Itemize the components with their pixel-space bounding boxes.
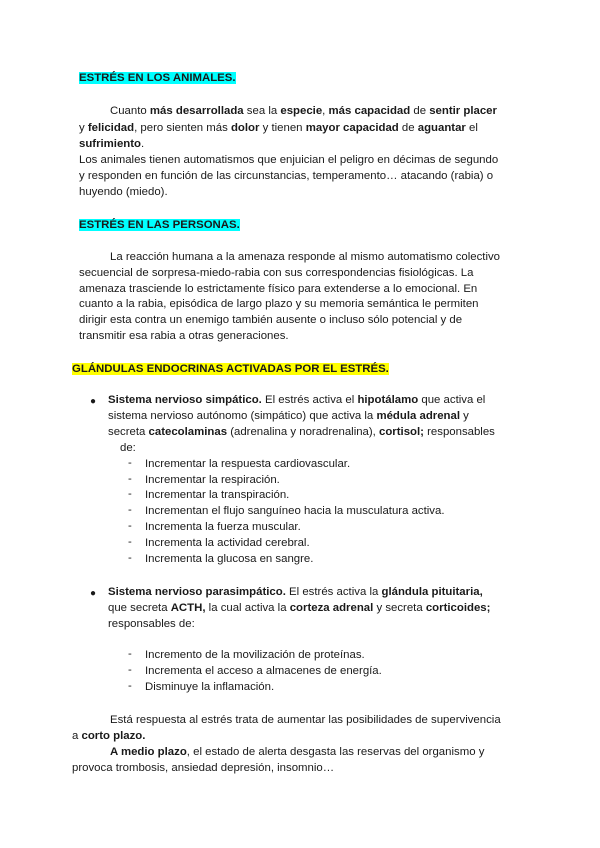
text: responsables bbox=[423, 426, 495, 438]
animals-paragraph-line-1 bbox=[110, 104, 497, 119]
dash-icon: - bbox=[128, 552, 132, 564]
list-item: Incrementan el flujo sanguíneo hacia la musculatura activa. bbox=[145, 505, 445, 517]
people-paragraph-line-3: amenaza trasciende lo estrictamente físico para extenderse a lo emocional. En bbox=[79, 283, 478, 295]
bold-text: sentir placer bbox=[429, 105, 497, 117]
list-item: Incremento de la movilización de proteínas. bbox=[145, 649, 365, 661]
heading-text: ESTRÉS EN LAS PERSONAS. bbox=[79, 219, 240, 231]
bold-text: hipotálamo bbox=[357, 394, 419, 406]
survival-paragraph-line-2 bbox=[72, 729, 145, 744]
text: y bbox=[79, 122, 88, 134]
bold-text: Sistema nervioso parasimpático. bbox=[108, 586, 286, 598]
text: secreta bbox=[108, 426, 149, 438]
dash-icon: - bbox=[128, 473, 132, 485]
heading-text: ESTRÉS EN LOS ANIMALES. bbox=[79, 72, 236, 84]
dash-icon: - bbox=[128, 536, 132, 548]
people-paragraph-line-6: transmitir esa rabia a otras generaciones. bbox=[79, 330, 289, 342]
medium-term-paragraph-line-1 bbox=[110, 745, 484, 760]
text: de bbox=[410, 105, 430, 117]
list-item: Incrementa la glucosa en sangre. bbox=[145, 553, 314, 565]
medium-term-paragraph-line-2: provoca trombosis, ansiedad depresión, insomnio… bbox=[72, 762, 335, 774]
bold-text: cortisol; bbox=[379, 426, 424, 438]
bold-text: catecolaminas bbox=[148, 426, 228, 438]
bullet-2-line-2 bbox=[108, 601, 490, 616]
bullet-1-line-3 bbox=[108, 425, 495, 440]
text: , bbox=[322, 105, 329, 117]
bold-text: médula adrenal bbox=[376, 410, 460, 422]
bullet-icon: ● bbox=[90, 588, 97, 599]
bold-text: ACTH, bbox=[170, 602, 206, 614]
bullet-icon: ● bbox=[90, 396, 97, 407]
text: que activa el bbox=[418, 394, 486, 406]
bullet-2-line-1 bbox=[108, 585, 483, 600]
text: la cual activa la bbox=[205, 602, 290, 614]
bold-text: aguantar bbox=[417, 122, 466, 134]
dash-icon: - bbox=[128, 664, 132, 676]
text: a bbox=[72, 730, 82, 742]
text: el bbox=[465, 122, 478, 134]
dash-icon: - bbox=[128, 520, 132, 532]
bold-text: felicidad bbox=[87, 122, 135, 134]
text: (adrenalina y noradrenalina), bbox=[227, 426, 380, 438]
list-item: Disminuye la inflamación. bbox=[145, 681, 275, 693]
list-item: Incrementa la actividad cerebral. bbox=[145, 537, 310, 549]
animals-paragraph-2-line-2: y responden en función de las circunstancias, temperamento… atacando (rabia) o bbox=[79, 170, 494, 182]
dash-icon: - bbox=[128, 648, 132, 660]
text: , el estado de alerta desgasta las reservas del organismo y bbox=[186, 746, 485, 758]
bold-text: sufrimiento bbox=[79, 138, 142, 150]
heading-animals bbox=[79, 71, 236, 86]
people-paragraph-line-4: cuanto a la rabia, episódica de largo plazo y su memoria semántica le permiten bbox=[79, 298, 479, 310]
list-item: Incrementar la respuesta cardiovascular. bbox=[145, 458, 351, 470]
list-item: Incrementa la fuerza muscular. bbox=[145, 521, 301, 533]
bullet-1-line-1 bbox=[108, 393, 485, 408]
animals-paragraph-line-2 bbox=[79, 121, 478, 136]
animals-paragraph-2-line-3: huyendo (miedo). bbox=[79, 186, 168, 198]
animals-paragraph-line-3 bbox=[79, 137, 144, 152]
people-paragraph-line-5: dirigir esta contra un enemigo también ausente o incluso sólo potencial y de bbox=[79, 314, 463, 326]
bullet-1-line-4: de: bbox=[120, 442, 136, 454]
bold-text: mayor capacidad bbox=[305, 122, 399, 134]
dash-icon: - bbox=[128, 504, 132, 516]
bold-text: dolor bbox=[230, 122, 260, 134]
dash-icon: - bbox=[128, 680, 132, 692]
text: El estrés activa el bbox=[261, 394, 358, 406]
list-item: Incrementar la transpiración. bbox=[145, 489, 290, 501]
text: Cuanto bbox=[110, 105, 150, 117]
text: El estrés activa la bbox=[285, 586, 382, 598]
list-item: Incrementar la respiración. bbox=[145, 474, 280, 486]
bold-text: Sistema nervioso simpático. bbox=[108, 394, 262, 406]
bold-text: corto plazo. bbox=[81, 730, 146, 742]
heading-glands bbox=[72, 362, 389, 377]
bold-text: A medio plazo bbox=[110, 746, 187, 758]
bold-text: más capacidad bbox=[328, 105, 411, 117]
text: sea la bbox=[243, 105, 281, 117]
bold-text: más desarrollada bbox=[149, 105, 244, 117]
animals-paragraph-2-line-1: Los animales tienen automatismos que enjuician el peligro en décimas de segundo bbox=[79, 154, 499, 166]
list-item: Incrementa el acceso a almacenes de energía. bbox=[145, 665, 382, 677]
people-paragraph-line-1: La reacción humana a la amenaza responde al mismo automatismo colectivo bbox=[110, 251, 501, 263]
text: y secreta bbox=[373, 602, 426, 614]
bold-text: especie bbox=[280, 105, 323, 117]
text: . bbox=[141, 138, 145, 150]
text: que secreta bbox=[108, 602, 171, 614]
text: y bbox=[460, 410, 469, 422]
survival-paragraph-line-1: Está respuesta al estrés trata de aumentar las posibilidades de supervivencia bbox=[110, 714, 501, 726]
people-paragraph-line-2: secuencial de sorpresa-miedo-rabia con sus correspondencias fisiológicas. La bbox=[79, 267, 474, 279]
bold-text: glándula pituitaria, bbox=[381, 586, 483, 598]
bold-text: corticoides; bbox=[425, 602, 491, 614]
text: y tienen bbox=[259, 122, 306, 134]
bullet-1-line-2 bbox=[108, 409, 469, 424]
text: sistema nervioso autónomo (simpático) que activa la bbox=[108, 410, 377, 422]
bold-text: corteza adrenal bbox=[289, 602, 374, 614]
dash-icon: - bbox=[128, 457, 132, 469]
heading-text: GLÁNDULAS ENDOCRINAS ACTIVADAS POR EL ESTRÉS. bbox=[72, 363, 389, 375]
text: , pero sienten más bbox=[134, 122, 231, 134]
heading-people bbox=[79, 218, 240, 233]
text: de bbox=[398, 122, 418, 134]
dash-icon: - bbox=[128, 488, 132, 500]
bullet-2-line-3: responsables de: bbox=[108, 618, 195, 630]
